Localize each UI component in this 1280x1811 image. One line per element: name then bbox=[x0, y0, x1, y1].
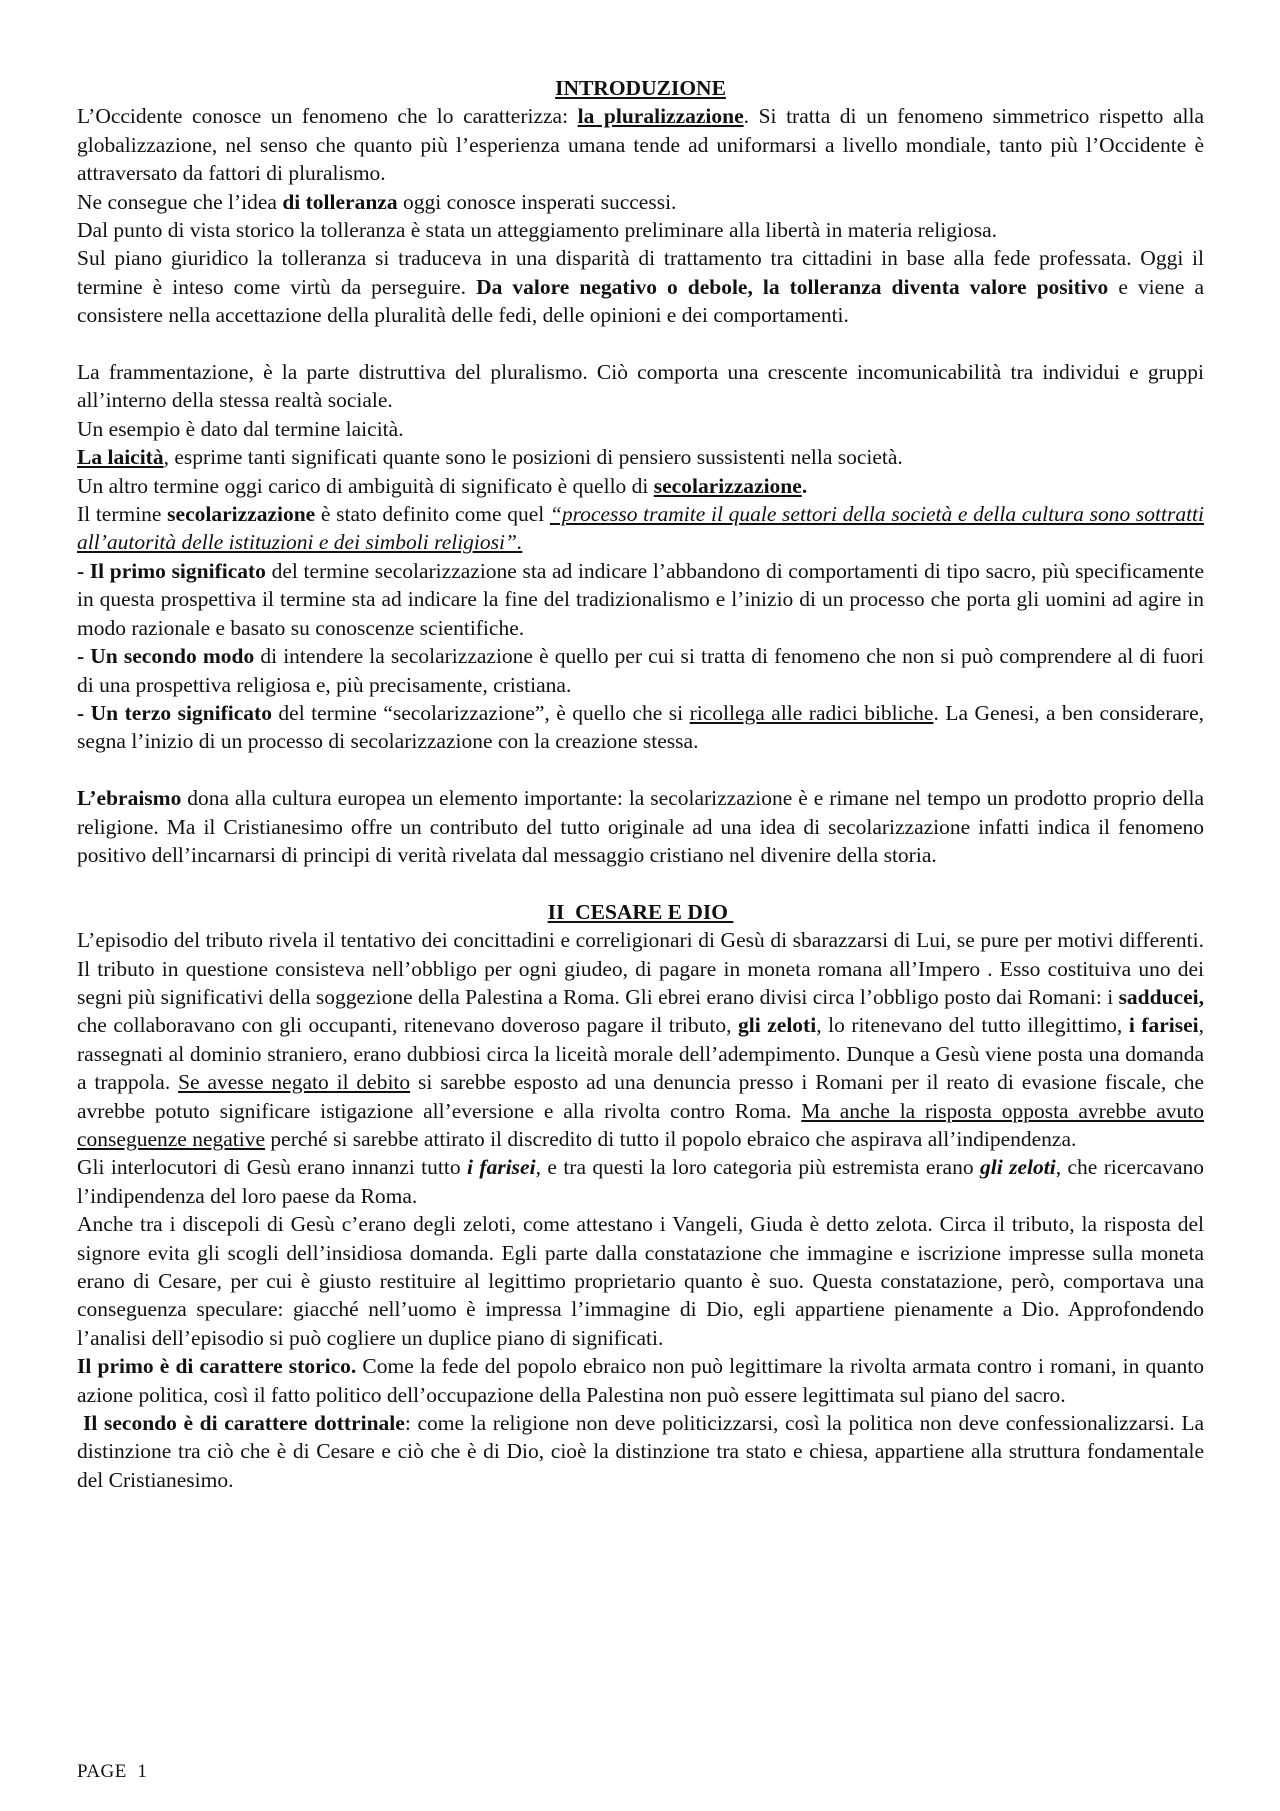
emphasis: la pluralizzazione bbox=[577, 104, 744, 129]
paragraph bbox=[77, 1352, 1204, 1409]
text: Un altro termine oggi carico di ambiguità di significato è quello di bbox=[77, 473, 654, 498]
text: . La Genesi, a ben considerare, segna l’inizio di un processo di secolarizzazione con la creazione stessa. bbox=[77, 700, 1204, 754]
page-number: PAGE 1 bbox=[77, 1761, 148, 1782]
text: . Si tratta di un fenomeno simmetrico rispetto alla globalizzazione, nel senso che quanto più l’esperienza umana tende ad uniformarsi a livello mondiale, tanto più l’Occidente è attraversato da fattori di pluralismo. bbox=[77, 104, 1205, 186]
emphasis: - Un secondo modo bbox=[77, 644, 255, 669]
document-page bbox=[77, 74, 1204, 1494]
paragraph bbox=[77, 926, 1204, 1153]
underlined-text: Se avesse negato il debito bbox=[178, 1070, 411, 1095]
text: oggi conosce insperati successi. bbox=[397, 189, 677, 214]
paragraph bbox=[77, 557, 1204, 642]
paragraph bbox=[77, 500, 1204, 557]
emphasis: di tolleranza bbox=[282, 189, 398, 214]
text: Ne consegue che l’idea bbox=[77, 189, 283, 214]
emphasis: L’ebraismo bbox=[77, 786, 182, 811]
paragraph bbox=[77, 102, 1204, 187]
text: Come la fede del popolo ebraico non può legittimare la rivolta armata contro i romani, in quanto azione politica, così il fatto politico dell’occupazione della Palestina non può essere legittimata sul piano del sacro. bbox=[77, 1354, 1204, 1407]
text: dona alla cultura europea un elemento importante: la secolarizzazione è e rimane nel tempo un prodotto proprio della religione. Ma il Cristianesimo offre un contributo del tutto originale ad una idea di secolarizzazione infatti indica il fenomeno positivo dell’incarnarsi di principi di verità rivelata dal messaggio cristiano nel divenire della storia. bbox=[77, 786, 1204, 867]
paragraph bbox=[77, 784, 1204, 869]
text: . bbox=[801, 473, 808, 498]
paragraph bbox=[77, 699, 1204, 756]
text: del termine “secolarizzazione”, è quello che si bbox=[271, 700, 690, 725]
text: , esprime tanti significati quante sono le posizioni di pensiero sussistenti nella società. bbox=[163, 445, 903, 470]
paragraph bbox=[77, 642, 1204, 699]
emphasis: i farisei bbox=[467, 1155, 536, 1180]
emphasis: gli zeloti bbox=[980, 1155, 1056, 1180]
text: del termine secolarizzazione sta ad indicare l’abbandono di comportamenti di tipo sacro, più specificamente in questa prospettiva il termine sta ad indicare la fine del tradizionalismo e l’inizio di un processo che porta gli uomini ad agire in modo razionale e basato su conoscenze scientifiche. bbox=[77, 558, 1204, 640]
paragraph bbox=[77, 472, 1204, 500]
text: Gli interlocutori di Gesù erano innanzi tutto bbox=[77, 1155, 468, 1180]
text: si sarebbe esposto ad una denuncia presso i Romani per il reato di evasione fiscale, che avrebbe potuto significare istigazione all’eversione e alla rivolta contro Roma. bbox=[77, 1070, 1204, 1123]
text: Il termine bbox=[77, 502, 168, 527]
text: è stato definito come quel bbox=[315, 502, 550, 527]
spacer bbox=[77, 869, 1204, 897]
text: , lo ritenevano del tutto illegittimo, bbox=[816, 1013, 1129, 1038]
emphasis: sadducei, bbox=[1118, 984, 1204, 1009]
paragraph bbox=[77, 1153, 1204, 1210]
paragraph: Un esempio è dato dal termine laicità. bbox=[77, 416, 404, 441]
text: , rassegnati al dominio straniero, erano dubbiosi circa la liceità morale dell’adempimento. Dunque a Gesù viene posta una domanda a trappola. bbox=[77, 1013, 1205, 1095]
emphasis: secolarizzazione bbox=[167, 502, 316, 527]
paragraph: La frammentazione, è la parte distruttiva del pluralismo. Ciò comporta una crescente incomunicabilità tra individui e gruppi all’interno della stessa realtà sociale. bbox=[77, 360, 1204, 413]
text: Sul piano giuridico la tolleranza si traduceva in una disparità di trattamento tra cittadini in base alla fede professata. Oggi il termine è inteso come virtù da perseguire. bbox=[77, 246, 1204, 299]
section-title-cesare-e-dio: II CESARE E DIO bbox=[547, 899, 734, 924]
emphasis: - Un terzo significato bbox=[77, 700, 272, 725]
paragraph bbox=[77, 1409, 1204, 1494]
spacer bbox=[77, 330, 1204, 358]
emphasis: - Il primo significato bbox=[77, 558, 266, 583]
text: di intendere la secolarizzazione è quello per cui si tratta di fenomeno che non si può comprendere al di fuori di una prospettiva religiosa e, più precisamente, cristiana. bbox=[77, 644, 1204, 697]
paragraph bbox=[77, 443, 1204, 471]
text: che collaboravano con gli occupanti, ritenevano doveroso pagare il tributo, bbox=[77, 1013, 739, 1038]
emphasis: Da valore negativo o debole, la tolleranza diventa valore positivo bbox=[476, 274, 1109, 299]
paragraph bbox=[77, 188, 1204, 216]
emphasis: Il primo è di carattere storico. bbox=[77, 1354, 357, 1379]
underlined-text: Ma anche la risposta opposta avrebbe avuto conseguenze negative bbox=[77, 1098, 1204, 1151]
spacer bbox=[77, 756, 1204, 784]
underlined-text: ricollega alle radici bibliche bbox=[689, 700, 934, 725]
text: L’episodio del tributo rivela il tentativo dei concittadini e correligionari di Gesù di sbarazzarsi di Lui, se pure per motivi differenti. Il tributo in questione consisteva nell’obbligo per ogni giudeo, di pagare in moneta romana all’Impero . Esso costituiva uno dei segni più significativi della soggezione della Palestina a Roma. Gli ebrei erano divisi circa l’obbligo posto dai Romani: i bbox=[77, 928, 1204, 1009]
text: , e tra questi la loro categoria più estremista erano bbox=[535, 1155, 980, 1180]
text: , che ricercavano l’indipendenza del loro paese da Roma. bbox=[77, 1155, 1205, 1208]
quote: “processo tramite il quale settori della società e della cultura sono sottratti all’autorità delle istituzioni e dei simboli religiosi”. bbox=[77, 502, 1204, 555]
emphasis: La laicità bbox=[77, 445, 164, 470]
text: perché si sarebbe attirato il discredito di tutto il popolo ebraico che aspirava all’indipendenza. bbox=[265, 1126, 1077, 1151]
text: L’Occidente conosce un fenomeno che lo caratterizza: bbox=[77, 104, 578, 129]
paragraph bbox=[77, 244, 1204, 329]
emphasis: Il secondo è di carattere dottrinale bbox=[83, 1411, 405, 1436]
paragraph: Dal punto di vista storico la tolleranza è stata un atteggiamento preliminare alla libertà in materia religiosa. bbox=[77, 218, 997, 243]
text: : come la religione non deve politicizzarsi, così la politica non deve confessionalizzarsi. La distinzione tra ciò che è di Cesare e ciò che è di Dio, cioè la distinzione tra stato e chiesa, appartiene alla struttura fondamentale del Cristianesimo. bbox=[77, 1411, 1205, 1492]
paragraph: Anche tra i discepoli di Gesù c’erano degli zeloti, come attestano i Vangeli, Giuda è detto zelota. Circa il tributo, la risposta del signore evita gli scogli dell’insidiosa domanda. Egli parte dalla constatazione che immagine e iscrizione impresse sulla moneta erano di Cesare, per cui è giusto restituire al legittimo proprietario quanto è suo. Questa constatazione, però, comportava una conseguenza speculare: giacché nell’uomo è impressa l’immagine di Dio, egli appartiene pienamente a Dio. Approfondendo l’analisi dell’episodio si può cogliere un duplice piano di significati. bbox=[77, 1212, 1204, 1350]
section-title-introduzione: INTRODUZIONE bbox=[555, 76, 726, 100]
emphasis: secolarizzazione bbox=[653, 473, 802, 498]
emphasis: i farisei bbox=[1128, 1013, 1199, 1038]
emphasis: gli zeloti bbox=[738, 1013, 817, 1038]
text: e viene a consistere nella accettazione della pluralità delle fedi, delle opinioni e dei comportamenti. bbox=[77, 274, 1204, 328]
